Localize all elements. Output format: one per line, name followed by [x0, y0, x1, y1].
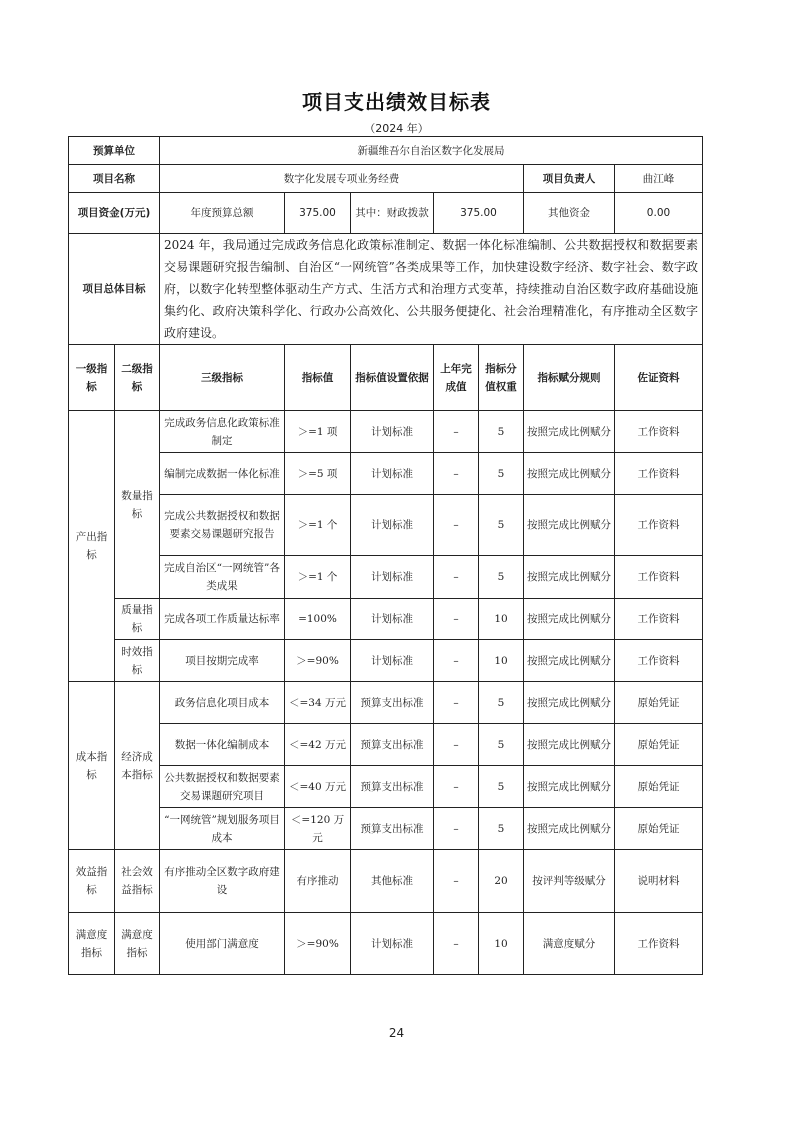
indicator-last-year: –: [434, 850, 479, 913]
group-output: 产出指标: [69, 411, 115, 682]
group-quality: 质量指标: [115, 599, 160, 640]
indicator-rule: 按照完成比例赋分: [524, 682, 615, 724]
budget-unit-label: 预算单位: [69, 137, 160, 165]
header-weight: 指标分值权重: [479, 345, 524, 411]
header-basis: 指标值设置依据: [351, 345, 434, 411]
project-funds-row: [69, 193, 703, 234]
indicator-value: ＜=120 万元: [285, 808, 351, 850]
table-row: [69, 453, 703, 495]
page-number: 24: [388, 1026, 405, 1040]
page-title: 项目支出绩效目标表: [302, 90, 491, 114]
indicator-value: ＜=42 万元: [285, 724, 351, 766]
budget-unit-value: 新疆维吾尔自治区数字化发展局: [160, 137, 703, 165]
indicator: “一网统管”规划服务项目成本: [160, 808, 285, 850]
indicator-last-year: –: [434, 453, 479, 495]
indicator-basis: 计划标准: [351, 599, 434, 640]
indicator-evidence: 工作资料: [615, 599, 703, 640]
table-row: [69, 682, 703, 724]
indicator-rule: 按照完成比例赋分: [524, 640, 615, 682]
indicator-value: ＜=40 万元: [285, 766, 351, 808]
project-name-row: [69, 165, 703, 193]
group-cost: 成本指标: [69, 682, 115, 850]
indicator-evidence: 原始凭证: [615, 682, 703, 724]
indicator-rule: 按照完成比例赋分: [524, 556, 615, 599]
indicator-value: ＞=1 项: [285, 411, 351, 453]
indicator: 使用部门满意度: [160, 913, 285, 975]
indicator-rule: 按照完成比例赋分: [524, 411, 615, 453]
indicator-evidence: 原始凭证: [615, 808, 703, 850]
group-economic-cost: 经济成本指标: [115, 682, 160, 850]
indicator-basis: 预算支出标准: [351, 808, 434, 850]
table-row: [69, 556, 703, 599]
header-last-year: 上年完成值: [434, 345, 479, 411]
indicator-last-year: –: [434, 808, 479, 850]
table-row: [69, 724, 703, 766]
indicator-weight: 5: [479, 556, 524, 599]
fiscal-allocation-label: 其中：财政拨款: [351, 193, 434, 234]
indicator: 有序推动全区数字政府建设: [160, 850, 285, 913]
indicator-evidence: 工作资料: [615, 411, 703, 453]
overall-goal-label: 项目总体目标: [69, 234, 160, 345]
indicator: 完成公共数据授权和数据要素交易课题研究报告: [160, 495, 285, 556]
indicator-last-year: –: [434, 599, 479, 640]
indicator-value: ＞=5 项: [285, 453, 351, 495]
indicator-evidence: 说明材料: [615, 850, 703, 913]
indicator-last-year: –: [434, 724, 479, 766]
indicator-last-year: –: [434, 682, 479, 724]
indicator-weight: 5: [479, 766, 524, 808]
indicator-weight: 10: [479, 913, 524, 975]
table-row: [69, 599, 703, 640]
indicator-evidence: 工作资料: [615, 556, 703, 599]
indicator-rule: 按照完成比例赋分: [524, 453, 615, 495]
group-satisfaction: 满意度指标: [69, 913, 115, 975]
annual-budget-label: 年度预算总额: [160, 193, 285, 234]
group-satisfaction-sub: 满意度指标: [115, 913, 160, 975]
table-row: [69, 850, 703, 913]
indicator-last-year: –: [434, 913, 479, 975]
indicator-basis: 其他标准: [351, 850, 434, 913]
indicator-basis: 计划标准: [351, 913, 434, 975]
indicator: 数据一体化编制成本: [160, 724, 285, 766]
indicator-basis: 预算支出标准: [351, 724, 434, 766]
indicator-rule: 按照完成比例赋分: [524, 766, 615, 808]
indicator: 编制完成数据一体化标准: [160, 453, 285, 495]
indicator: 完成政务信息化政策标准制定: [160, 411, 285, 453]
table-row: [69, 495, 703, 556]
header-rule: 指标赋分规则: [524, 345, 615, 411]
indicator-weight: 20: [479, 850, 524, 913]
indicator-last-year: –: [434, 766, 479, 808]
indicator-last-year: –: [434, 495, 479, 556]
indicator: 完成自治区“一网统管”各类成果: [160, 556, 285, 599]
indicator-rule: 按评判等级赋分: [524, 850, 615, 913]
indicator-evidence: 原始凭证: [615, 724, 703, 766]
indicator-weight: 5: [479, 682, 524, 724]
indicator-weight: 5: [479, 411, 524, 453]
indicator-rule: 满意度赋分: [524, 913, 615, 975]
fiscal-year: （2024 年）: [364, 122, 429, 135]
indicator-basis: 计划标准: [351, 411, 434, 453]
performance-target-table: [68, 136, 703, 975]
indicator: 政务信息化项目成本: [160, 682, 285, 724]
indicator-evidence: 原始凭证: [615, 766, 703, 808]
table-row: [69, 913, 703, 975]
annual-budget-value: 375.00: [285, 193, 351, 234]
indicator-weight: 5: [479, 495, 524, 556]
indicator-last-year: –: [434, 640, 479, 682]
overall-goal-text: 2024 年，我局通过完成政务信息化政策标准制定、数据一体化标准编制、公共数据授权和数据要素交易课题研究报告编制、自治区“一网统管”各类成果等工作，加快建设数字经济、数字社会、数字政府，以数字化转型整体驱动生产方式、生活方式和治理方式变革，持续推动自治区数字政府基础设施集约化、政府决策科学化、行政办公高效化、公共服务便捷化、社会治理精准化，有序推动全区数字政府建设。: [160, 234, 703, 345]
project-funds-label: 项目资金(万元): [69, 193, 160, 234]
indicator-basis: 计划标准: [351, 495, 434, 556]
indicator-value: ＞=90%: [285, 913, 351, 975]
indicator-basis: 预算支出标准: [351, 682, 434, 724]
indicator-evidence: 工作资料: [615, 640, 703, 682]
indicator: 公共数据授权和数据要素交易课题研究项目: [160, 766, 285, 808]
group-social-benefit: 社会效益指标: [115, 850, 160, 913]
indicator-rule: 按照完成比例赋分: [524, 808, 615, 850]
group-benefit: 效益指标: [69, 850, 115, 913]
project-name-value: 数字化发展专项业务经费: [160, 165, 524, 193]
indicator-basis: 预算支出标准: [351, 766, 434, 808]
header-level3: 三级指标: [160, 345, 285, 411]
indicator-last-year: –: [434, 556, 479, 599]
project-name-label: 项目名称: [69, 165, 160, 193]
indicator-value: ＜=34 万元: [285, 682, 351, 724]
overall-goal-row: [69, 234, 703, 345]
header-evidence: 佐证资料: [615, 345, 703, 411]
indicator-value: 有序推动: [285, 850, 351, 913]
group-timeliness: 时效指标: [115, 640, 160, 682]
table-row: [69, 411, 703, 453]
indicator-weight: 5: [479, 808, 524, 850]
indicator-weight: 10: [479, 640, 524, 682]
indicator-value: ＞=1 个: [285, 495, 351, 556]
indicator-rule: 按照完成比例赋分: [524, 724, 615, 766]
group-quantity: 数量指标: [115, 411, 160, 599]
indicator: 完成各项工作质量达标率: [160, 599, 285, 640]
table-row: [69, 808, 703, 850]
indicator-weight: 5: [479, 453, 524, 495]
indicator-value: ＞=1 个: [285, 556, 351, 599]
indicator-header-row: [69, 345, 703, 411]
indicator-weight: 10: [479, 599, 524, 640]
other-funds-label: 其他资金: [524, 193, 615, 234]
indicator-rule: 按照完成比例赋分: [524, 599, 615, 640]
indicator-evidence: 工作资料: [615, 453, 703, 495]
indicator-basis: 计划标准: [351, 453, 434, 495]
project-lead-label: 项目负责人: [524, 165, 615, 193]
indicator-rule: 按照完成比例赋分: [524, 495, 615, 556]
other-funds-value: 0.00: [615, 193, 703, 234]
fiscal-allocation-value: 375.00: [434, 193, 524, 234]
indicator-evidence: 工作资料: [615, 495, 703, 556]
header-level1: 一级指标: [69, 345, 115, 411]
indicator: 项目按期完成率: [160, 640, 285, 682]
table-row: [69, 640, 703, 682]
indicator-value: ＞=90%: [285, 640, 351, 682]
indicator-last-year: –: [434, 411, 479, 453]
indicator-basis: 计划标准: [351, 640, 434, 682]
indicator-value: =100%: [285, 599, 351, 640]
indicator-weight: 5: [479, 724, 524, 766]
header-value: 指标值: [285, 345, 351, 411]
project-lead-value: 曲江峰: [615, 165, 703, 193]
table-row: [69, 766, 703, 808]
indicator-evidence: 工作资料: [615, 913, 703, 975]
header-level2: 二级指标: [115, 345, 160, 411]
budget-unit-row: [69, 137, 703, 165]
indicator-basis: 计划标准: [351, 556, 434, 599]
